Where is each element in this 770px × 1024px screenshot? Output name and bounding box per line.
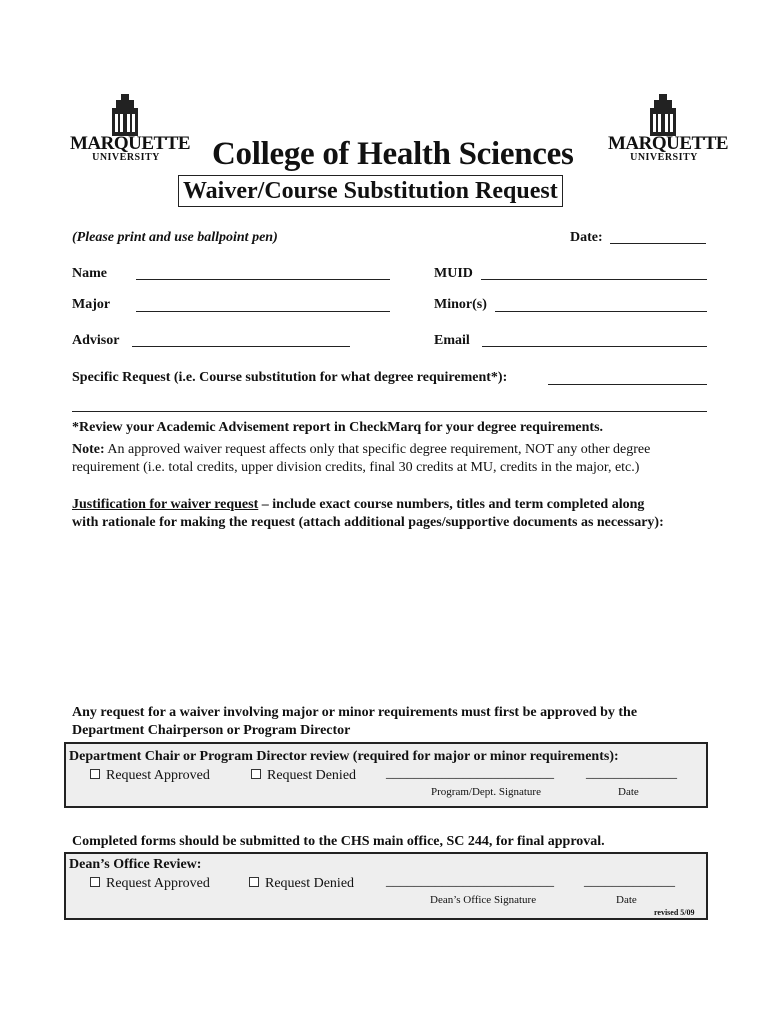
form-subtitle: Waiver/Course Substitution Request xyxy=(178,175,563,207)
dean-review-title: Dean’s Office Review: xyxy=(69,857,202,872)
revision-note: revised 5/09 xyxy=(654,908,695,917)
dept-date-caption: Date xyxy=(618,786,639,798)
dean-date-caption: Date xyxy=(616,894,637,906)
review-note: *Review your Academic Advisement report in CheckMarq for your degree requirements. xyxy=(72,420,604,435)
dept-intro-line2: Department Chairperson or Program Director xyxy=(72,723,351,738)
minor-field[interactable] xyxy=(495,311,707,312)
specific-request-field-line2[interactable] xyxy=(72,411,707,412)
dept-review-box xyxy=(64,742,708,808)
specific-request-field[interactable] xyxy=(548,384,707,385)
note-label: Note: xyxy=(72,442,105,457)
marquette-logo-right xyxy=(608,94,729,166)
denied-label: Request Denied xyxy=(265,876,355,891)
dept-signature-caption: Program/Dept. Signature xyxy=(431,786,541,798)
approved-label: Request Approved xyxy=(106,768,210,783)
dean-approved-option[interactable] xyxy=(90,876,210,892)
dean-denied-option[interactable] xyxy=(249,876,354,892)
approved-label: Request Approved xyxy=(106,876,210,891)
date-field[interactable] xyxy=(610,243,706,244)
justification-text: – include exact course numbers, titles and term completed along xyxy=(258,497,645,512)
major-label: Major xyxy=(72,297,111,312)
advisor-field[interactable] xyxy=(132,346,350,347)
email-label: Email xyxy=(434,333,470,348)
approved-checkbox[interactable] xyxy=(90,877,100,887)
dept-date-line[interactable]: _____________ xyxy=(586,766,677,781)
muid-field[interactable] xyxy=(481,279,707,280)
justification-heading xyxy=(72,497,644,513)
name-field[interactable] xyxy=(136,279,390,280)
denied-label: Request Denied xyxy=(267,768,357,783)
dept-approved-option[interactable] xyxy=(90,768,210,784)
dean-signature-line[interactable]: ________________________ xyxy=(386,874,554,889)
justification-label: Justification for waiver request xyxy=(72,497,259,512)
denied-checkbox[interactable] xyxy=(251,769,261,779)
minor-label: Minor(s) xyxy=(434,297,487,312)
specific-request-label: Specific Request (i.e. Course substitution for what degree requirement*): xyxy=(72,370,508,385)
dean-review-box xyxy=(64,852,708,920)
logo-wordmark: MARQUETTE xyxy=(608,133,729,154)
dept-signature-line[interactable]: ________________________ xyxy=(386,766,554,781)
email-field[interactable] xyxy=(482,346,707,347)
approved-checkbox[interactable] xyxy=(90,769,100,779)
dean-signature-caption: Dean’s Office Signature xyxy=(430,894,537,906)
instruction-text: (Please print and use ballpoint pen) xyxy=(72,230,278,245)
justification-heading-line2: with rationale for making the request (attach additional pages/supportive documents as necessary): xyxy=(72,515,664,530)
denied-checkbox[interactable] xyxy=(249,877,259,887)
dept-denied-option[interactable] xyxy=(251,768,356,784)
dean-intro: Completed forms should be submitted to the CHS main office, SC 244, for final approval. xyxy=(72,834,605,849)
logo-subtext: UNIVERSITY xyxy=(630,152,698,163)
logo-subtext: UNIVERSITY xyxy=(92,152,160,163)
degree-note-line2: requirement (i.e. total credits, upper division credits, final 30 credits at MU, credits in the major, etc.) xyxy=(72,460,640,475)
major-field[interactable] xyxy=(136,311,390,312)
justification-area[interactable] xyxy=(72,540,707,696)
date-label: Date: xyxy=(570,230,603,245)
muid-label: MUID xyxy=(434,266,473,281)
name-label: Name xyxy=(72,266,107,281)
page-title: College of Health Sciences xyxy=(212,136,574,172)
tower-icon xyxy=(646,94,680,136)
dept-review-title: Department Chair or Program Director review (required for major or minor requirements): xyxy=(69,749,619,764)
dept-intro: Any request for a waiver involving major or minor requirements must first be approved by the xyxy=(72,705,638,720)
marquette-logo-left xyxy=(70,94,191,166)
degree-note xyxy=(72,442,650,458)
advisor-label: Advisor xyxy=(72,333,120,348)
tower-icon xyxy=(108,94,142,136)
dean-date-line[interactable]: _____________ xyxy=(584,874,675,889)
logo-wordmark: MARQUETTE xyxy=(70,133,191,154)
note-text: An approved waiver request affects only that specific degree requirement, NOT any other degree xyxy=(104,442,651,457)
